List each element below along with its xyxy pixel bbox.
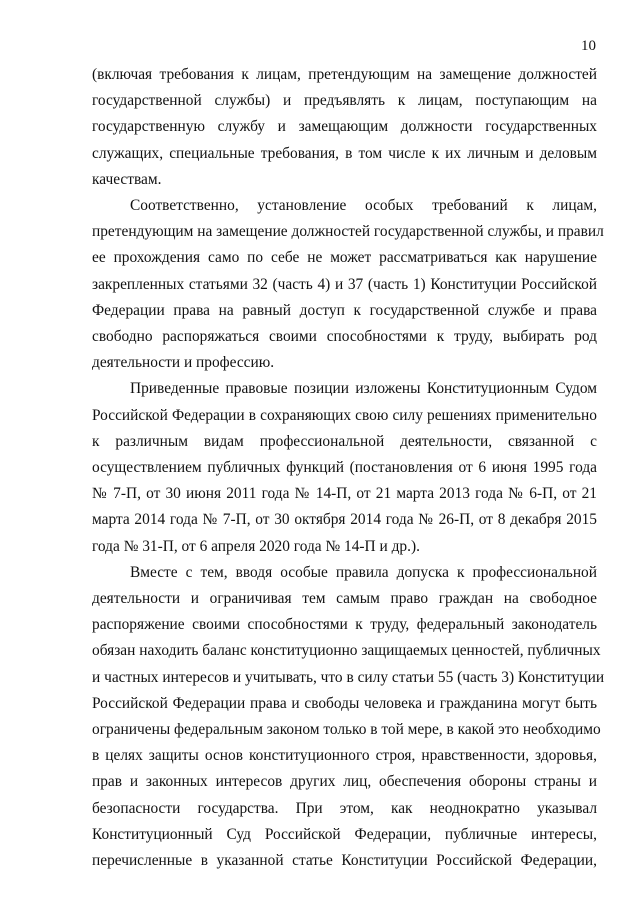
page-number: 10 (581, 38, 596, 54)
text-line: распоряжение своими способностями к труду, федеральный законодатель (92, 616, 597, 634)
text-line: Российской Федерации в сохраняющих свою силу решениях применительно (92, 406, 597, 424)
text-line: прав и законных интересов других лиц, обеспечения обороны страны и (92, 773, 597, 791)
text-line: свободно распоряжаться своими способностями к труду, выбирать род (92, 328, 597, 346)
paragraph (92, 376, 597, 559)
text-line: государственной службы) и предъявлять к лицам, поступающим на (92, 92, 597, 110)
text-line: качествам. (92, 170, 162, 188)
text-line: обязан находить баланс конституционно защищаемых ценностей, публичных (92, 642, 601, 660)
text-line: (включая требования к лицам, претендующим на замещение должностей (92, 66, 597, 83)
text-line: № 7-П, от 30 июня 2011 года № 14-П, от 21 марта 2013 года № 6-П, от 21 (92, 485, 597, 503)
text-line: Российской Федерации права и свободы человека и гражданина могут быть (92, 694, 597, 712)
text-line: Вместе с тем, вводя особые правила допуска к профессиональной (130, 563, 597, 581)
text-line: деятельности и ограничивая тем самым право граждан на свободное (92, 590, 597, 608)
text-line: безопасности государства. При этом, как неоднократно указывал (92, 799, 597, 817)
text-line: и частных интересов и учитывать, что в силу статьи 55 (часть 3) Конституции (92, 668, 605, 686)
paragraph (92, 560, 605, 874)
text-line: закрепленных статьями 32 (часть 4) и 37 (часть 1) Конституции Российской (92, 275, 597, 293)
text-line: марта 2014 года № 7-П, от 30 октября 2014 года № 26-П, от 8 декабря 2015 (92, 511, 597, 529)
text-line: в целях защиты основ конституционного строя, нравственности, здоровья, (92, 747, 597, 765)
text-line: года № 31-П, от 6 апреля 2020 года № 14-П и др.). (92, 537, 420, 555)
text-line: ее прохождения само по себе не может рассматриваться как нарушение (92, 249, 597, 267)
text-line: перечисленные в указанной статье Конституции Российской Федерации, (92, 852, 597, 870)
text-line: ограничены федеральным законом только в той мере, в какой это необходимо (92, 721, 601, 739)
text-line: Приведенные правовые позиции изложены Конституционным Судом (130, 380, 597, 398)
text-line: осуществлением публичных функций (постановления от 6 июня 1995 года (92, 459, 597, 477)
text-line: служащих, специальные требования, в том числе к их личным и деловым (92, 144, 597, 162)
text-line: к различным видам профессиональной деятельности, связанной с (92, 432, 597, 450)
text-line: деятельности и профессию. (92, 354, 275, 372)
text-line: Конституционный Суд Российской Федерации, публичные интересы, (92, 825, 597, 843)
paragraph (92, 193, 604, 376)
body-text (92, 62, 605, 874)
text-line: Федерации права на равный доступ к государственной службе и права (92, 301, 597, 319)
paragraph (92, 62, 597, 193)
text-line: претендующим на замещение должностей государственной службы, и правил (92, 223, 604, 241)
text-line: Соответственно, установление особых требований к лицам, (130, 197, 597, 215)
text-line: государственную службу и замещающим должности государственных (92, 118, 597, 136)
